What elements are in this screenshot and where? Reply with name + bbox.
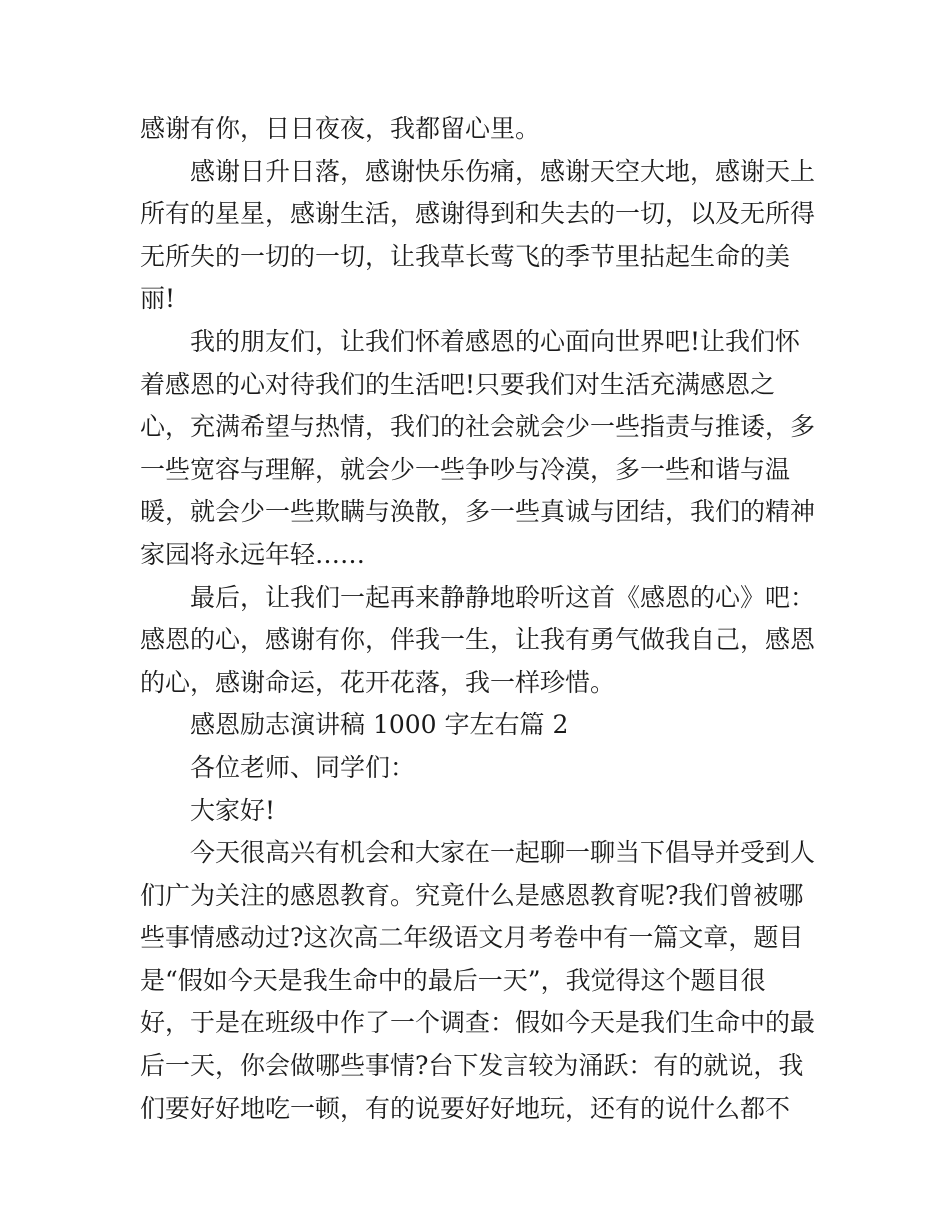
- text-line: 着感恩的心对待我们的生活吧!只要我们对生活充满感恩之: [140, 369, 776, 399]
- text-line: 今天很高兴有机会和大家在一起聊一聊当下倡导并受到人: [190, 838, 816, 868]
- text-line: 我的朋友们，让我们怀着感恩的心面向世界吧!让我们怀: [190, 326, 801, 356]
- text-line: 心，充满希望与热情，我们的社会就会少一些指责与推诿，多: [140, 412, 816, 442]
- text-line: 们广为关注的感恩教育。究竟什么是感恩教育呢?我们曾被哪: [140, 880, 804, 910]
- text-line: 好，于是在班级中作了一个调查：假如今天是我们生命中的最: [140, 1008, 816, 1038]
- text-line: 最后，让我们一起再来静静地聆听这首《感恩的心》吧：: [190, 582, 816, 612]
- text-line: 的心，感谢命运，花开花落，我一样珍惜。: [140, 667, 616, 697]
- section-heading: 感恩励志演讲稿 1000 字左右篇 2: [190, 710, 569, 740]
- document-body: [140, 108, 816, 1130]
- text-line: 家园将永远年轻……: [140, 539, 366, 569]
- text-line: 暖，就会少一些欺瞒与涣散，多一些真诚与团结，我们的精神: [140, 497, 816, 527]
- text-line: 一些宽容与理解，就会少一些争吵与冷漠，多一些和谐与温: [140, 454, 791, 484]
- greeting: 大家好!: [190, 795, 276, 825]
- text-line: 是“假如今天是我生命中的最后一天”，我觉得这个题目很: [140, 965, 766, 995]
- text-line: 感谢日升日落，感谢快乐伤痛，感谢天空大地，感谢天上: [190, 156, 816, 186]
- text-line: 感谢有你，日日夜夜，我都留心里。: [140, 114, 541, 143]
- salutation: 各位老师、同学们：: [190, 752, 416, 782]
- text-line: 后一天，你会做哪些事情?台下发言较为涌跃：有的就说，我: [140, 1051, 804, 1081]
- text-line: 丽!: [140, 284, 176, 314]
- text-line: 们要好好地吃一顿，有的说要好好地玩，还有的说什么都不: [140, 1093, 791, 1123]
- text-line: 些事情感动过?这次高二年级语文月考卷中有一篇文章，题目: [140, 923, 804, 953]
- text-line: 无所失的一切的一切，让我草长莺飞的季节里拈起生命的美: [140, 241, 791, 271]
- text-line: 感恩的心，感谢有你，伴我一生，让我有勇气做我自己，感恩: [140, 625, 816, 655]
- text-line: 所有的星星，感谢生活，感谢得到和失去的一切，以及无所得: [140, 199, 816, 229]
